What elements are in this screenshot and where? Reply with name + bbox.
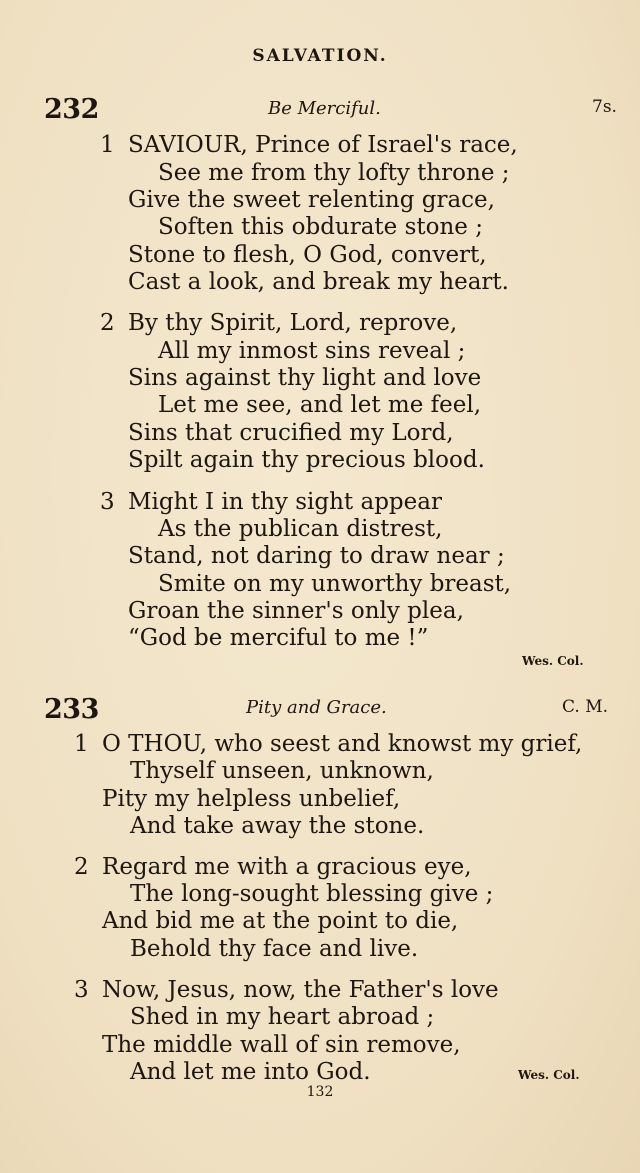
hymn-meter: C. M. bbox=[562, 697, 609, 717]
hymn-line: O THOU, who seest and knowst my grief, bbox=[102, 731, 583, 757]
hymn-title: Be Merciful. bbox=[268, 98, 381, 119]
running-head: SALVATION. bbox=[252, 46, 388, 66]
hymn-line: Spilt again thy precious blood. bbox=[128, 447, 485, 473]
hymn-line: Pity my helpless unbelief, bbox=[102, 786, 401, 812]
hymn-number: 232 bbox=[44, 94, 99, 125]
hymn-line: See me from thy lofty throne ; bbox=[158, 160, 510, 186]
hymn-line: The long-sought blessing give ; bbox=[130, 881, 494, 907]
hymn-line: And bid me at the point to die, bbox=[102, 908, 459, 934]
hymn-line: By thy Spirit, Lord, reprove, bbox=[128, 310, 458, 336]
attribution: Wes. Col. bbox=[518, 1068, 580, 1082]
verse-number: 3 bbox=[74, 977, 89, 1003]
attribution: Wes. Col. bbox=[522, 654, 584, 668]
hymn-line: Soften this obdurate stone ; bbox=[158, 214, 483, 240]
verse-number: 3 bbox=[100, 489, 115, 515]
hymn-number: 233 bbox=[44, 694, 99, 725]
verse-number: 2 bbox=[100, 310, 115, 336]
hymn-line: Regard me with a gracious eye, bbox=[102, 854, 472, 880]
hymn-line: Might I in thy sight appear bbox=[128, 489, 442, 515]
hymn-line: Sins against thy light and love bbox=[128, 365, 482, 391]
hymn-line: Stand, not daring to draw near ; bbox=[128, 543, 505, 569]
hymn-line: Cast a look, and break my heart. bbox=[128, 269, 509, 295]
hymn-line: Shed in my heart abroad ; bbox=[130, 1004, 435, 1030]
hymn-line: Stone to flesh, O God, convert, bbox=[128, 242, 487, 268]
hymn-line: “God be merciful to me !” bbox=[128, 625, 429, 651]
hymn-title: Pity and Grace. bbox=[246, 697, 387, 718]
hymn-line: Thyself unseen, unknown, bbox=[130, 758, 434, 784]
hymn-line: Now, Jesus, now, the Father's love bbox=[102, 977, 499, 1003]
hymn-line: All my inmost sins reveal ; bbox=[158, 338, 466, 364]
verse-number: 1 bbox=[74, 731, 89, 757]
hymn-line: As the publican distrest, bbox=[158, 516, 443, 542]
verse-number: 1 bbox=[100, 132, 115, 158]
page-number: 132 bbox=[306, 1084, 334, 1100]
hymn-line: Let me see, and let me feel, bbox=[158, 392, 482, 418]
hymn-line: Give the sweet relenting grace, bbox=[128, 187, 495, 213]
hymn-line: And let me into God. bbox=[130, 1059, 371, 1085]
hymn-line: Groan the sinner's only plea, bbox=[128, 598, 464, 624]
hymn-meter: 7s. bbox=[592, 97, 617, 117]
hymn-line: SAVIOUR, Prince of Israel's race, bbox=[128, 132, 518, 158]
verse-number: 2 bbox=[74, 854, 89, 880]
hymn-line: Smite on my unworthy breast, bbox=[158, 571, 512, 597]
hymn-line: Behold thy face and live. bbox=[130, 936, 419, 962]
hymn-line: And take away the stone. bbox=[130, 813, 425, 839]
hymn-line: Sins that crucified my Lord, bbox=[128, 420, 454, 446]
hymn-line: The middle wall of sin remove, bbox=[102, 1032, 461, 1058]
